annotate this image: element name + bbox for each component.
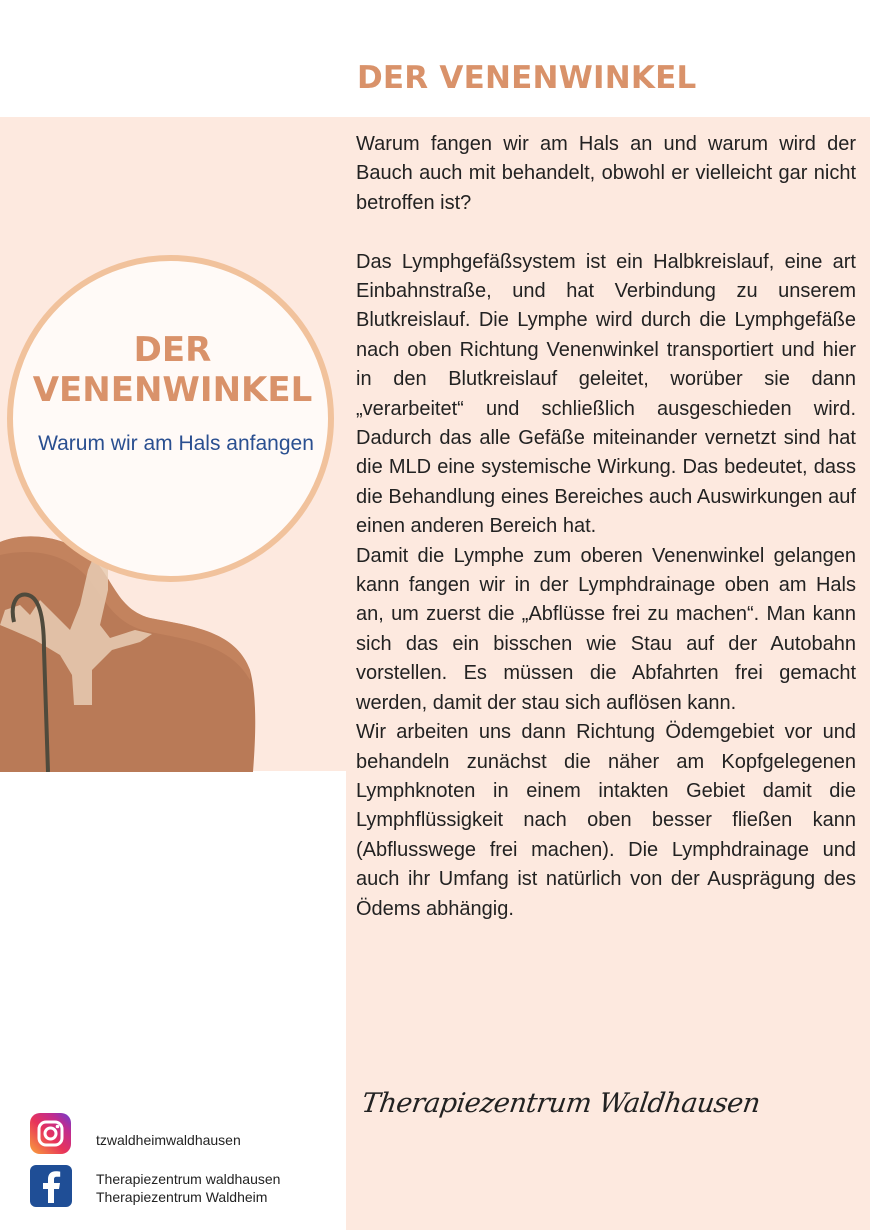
body-paragraph-2: Damit die Lymphe zum oberen Venenwinkel gelangen kann fangen wir in der Lymphdrainage oben am Hals an, um zuerst die „Abflüsse frei zu machen“. Man kann sich das ein bisschen wie Stau auf der Autobahn vorstellen. Es müssen die Abfahrten frei gemacht werden, damit der stau sich auflösen kann. (356, 544, 856, 714)
body-paragraph-3: Wir arbeiten uns dann Richtung Ödemgebiet vor und behandeln zunächst die näher am Kopfgelegenen Lymphknoten in einem intakten Gebiet damit die Lymphflüssigkeit nach oben besser fließen kann (Abflusswege frei machen). Die Lymphdrainage und auch ihr Umfang ist natürlich von der Ausprägung des Ödems abhängig. (356, 721, 856, 920)
facebook-page-1[interactable]: Therapiezentrum waldhausen (96, 1171, 281, 1187)
signature: Therapiezentrum Waldhausen (359, 1088, 762, 1119)
article-body (356, 130, 856, 924)
circle-title-line2: VENENWINKEL (32, 370, 313, 410)
intro-paragraph: Warum fangen wir am Hals an und warum wird der Bauch auch mit behandelt, obwohl er vielleicht gar nicht betroffen ist? (356, 133, 856, 214)
facebook-page-2[interactable]: Therapiezentrum Waldheim (96, 1189, 268, 1205)
circle-subtitle: Warum wir am Hals anfangen (38, 432, 314, 455)
page-title: DER VENENWINKEL (357, 60, 697, 96)
circle-title-line1: DER (133, 330, 212, 370)
facebook-icon[interactable] (30, 1165, 72, 1207)
body-paragraph-1: Das Lymphgefäßsystem ist ein Halbkreislauf, eine art Einbahnstraße, und hat Verbindung zu unserem Blutkreislauf. Die Lymphe wird durch die Lymphgefäße nach oben Richtung Venenwinkel transportiert und hier in den Blutkreislauf geleitet, worüber sie dann „verarbeitet“ und schließlich ausgeschieden wird. Dadurch das alle Gefäße miteinander vernetzt sind hat die MLD eine systemische Wirkung. Das bedeutet, dass die Behandlung eines Bereiches auch Auswirkungen auf einen anderen Bereich hat. (356, 250, 856, 538)
title-circle (7, 255, 334, 582)
instagram-icon[interactable] (30, 1113, 71, 1154)
facebook-pages (96, 1170, 280, 1206)
instagram-handle[interactable]: tzwaldheimwaldhausen (96, 1132, 241, 1148)
circle-title (0, 330, 345, 410)
